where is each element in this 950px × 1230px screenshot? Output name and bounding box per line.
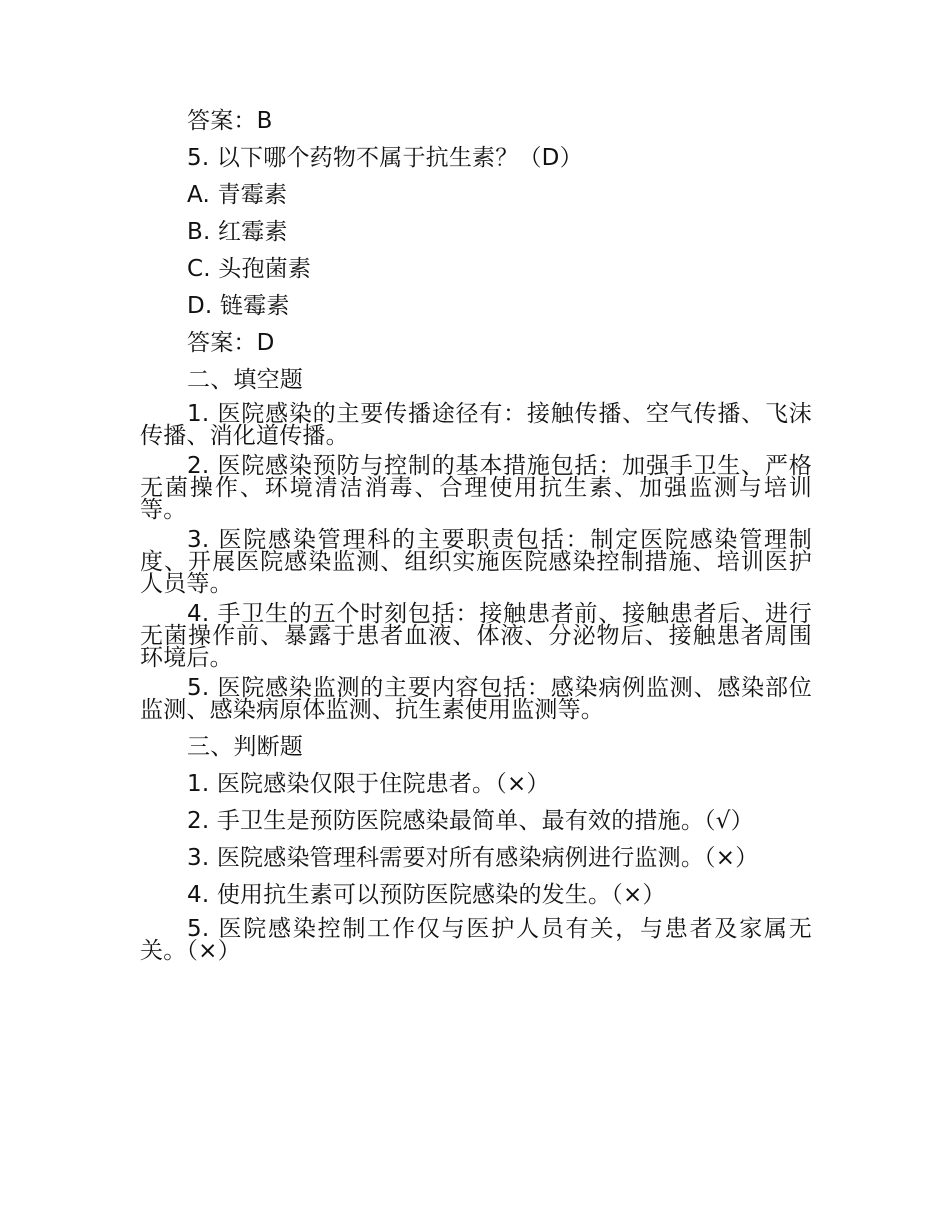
option-d: D. 链霉素 (187, 293, 290, 319)
answer-line: 答案：B (187, 108, 273, 134)
true-false-item: 5. 医院感染控制工作仅与医护人员有关，与患者及家属无关。（×） (140, 916, 812, 964)
fill-in-item: 3. 医院感染管理科的主要职责包括：制定医院感染管理制度、开展医院感染监测、组织实施医院感染控制措施、培训医护人员等。 (140, 527, 812, 597)
option-c: C. 头孢菌素 (187, 256, 312, 282)
document-page (140, 103, 812, 970)
true-false-item: 2. 手卫生是预防医院感染最简单、最有效的措施。（√） (187, 808, 754, 834)
fill-in-item: 4. 手卫生的五个时刻包括：接触患者前、接触患者后、进行无菌操作前、暴露于患者血液、体液、分泌物后、接触患者周围环境后。 (140, 601, 812, 671)
true-false-item: 3. 医院感染管理科需要对所有感染病例进行监测。（×） (187, 845, 759, 871)
fill-in-item: 1. 医院感染的主要传播途径有：接触传播、空气传播、飞沫传播、消化道传播。 (140, 401, 812, 449)
answer-line: 答案：D (187, 330, 275, 356)
section-heading-true-false: 三、判断题 (187, 734, 303, 760)
fill-in-item: 2. 医院感染预防与控制的基本措施包括：加强手卫生、严格无菌操作、环境清洁消毒、合理使用抗生素、加强监测与培训等。 (140, 453, 812, 523)
question-line: 5. 以下哪个药物不属于抗生素？（D） (187, 145, 583, 171)
option-b: B. 红霉素 (187, 219, 288, 245)
section-heading-fill-in: 二、填空题 (187, 367, 303, 393)
option-a: A. 青霉素 (187, 182, 288, 208)
true-false-item: 1. 医院感染仅限于住院患者。（×） (187, 771, 550, 797)
true-false-item: 4. 使用抗生素可以预防医院感染的发生。（×） (187, 882, 666, 908)
fill-in-item: 5. 医院感染监测的主要内容包括：感染病例监测、感染部位监测、感染病原体监测、抗生素使用监测等。 (140, 675, 812, 723)
